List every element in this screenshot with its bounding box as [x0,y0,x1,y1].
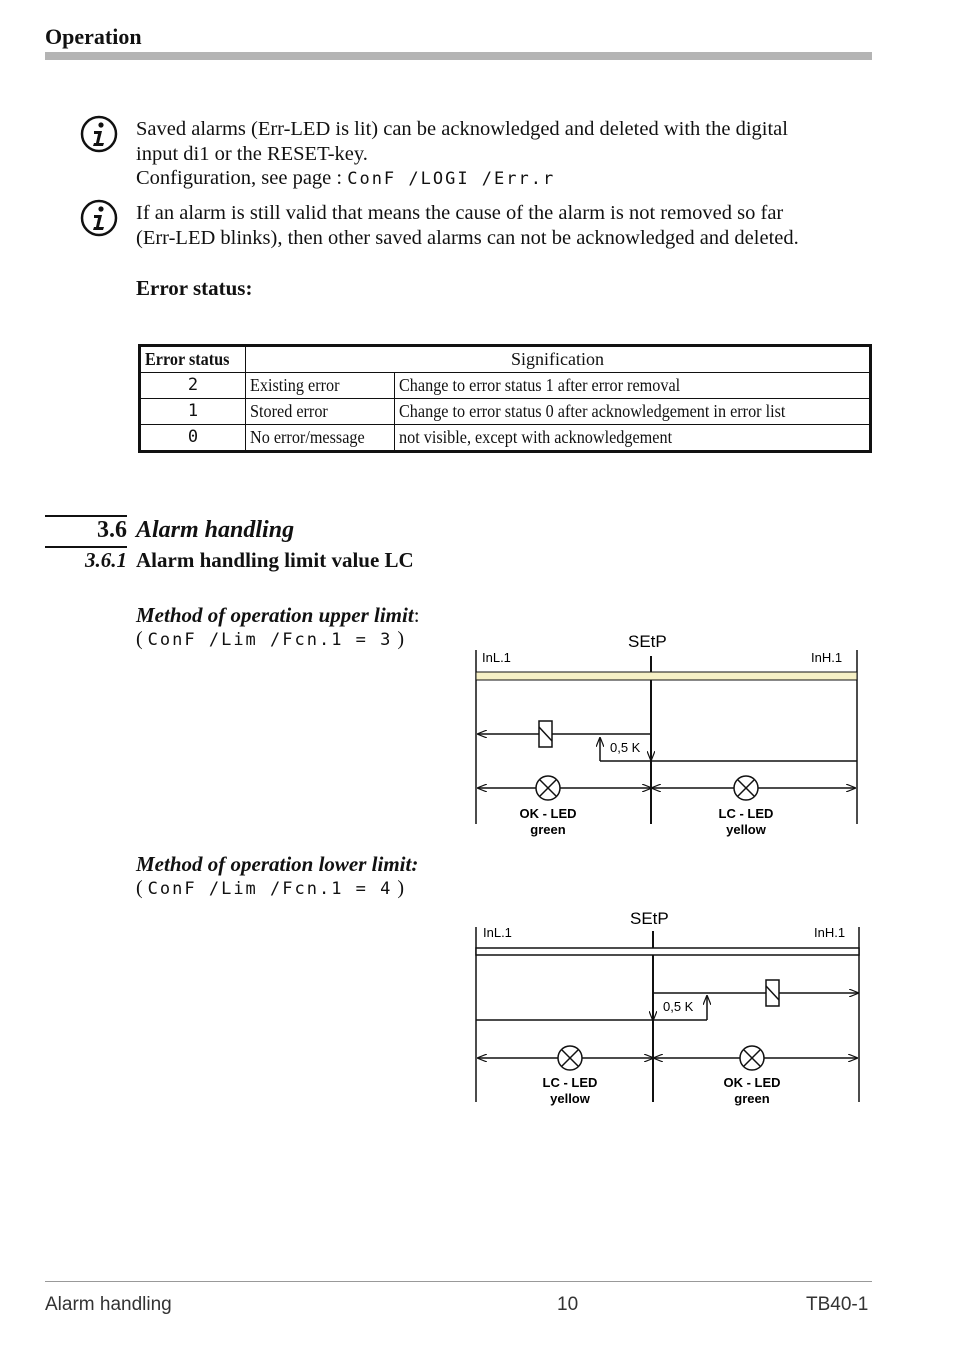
column-header-signification: Signification [246,346,871,373]
led-right-color: yellow [726,822,766,837]
section-title: Alarm handling [136,517,295,543]
info-icon [80,115,118,153]
error-code: 1 [140,399,246,425]
led-left-label: LC - LED [542,1075,598,1090]
lower-limit-title: Method of operation lower limit: [136,852,419,876]
lower-limit-config: ( ConF /Lim /Fcn.1 = 4 ) [136,877,405,899]
column-header-error-status: Error status [140,346,246,373]
upper-limit-diagram [470,628,865,843]
led-right-label: OK - LED [723,1075,781,1090]
range-band [476,948,859,955]
hysteresis-label: 0,5 K [610,740,641,755]
page-header-title: Operation [45,24,142,49]
info-note-2-line-1: If an alarm is still valid that means the cause of the alarm is not removed so far [136,202,784,224]
info-note-1-line-2: input di1 or the RESET-key. [136,142,368,165]
error-status-heading: Error status: [136,276,253,300]
upper-config-code: ConF /Lim /Fcn.1 = 3 [147,630,393,650]
diagram-label-setp: SEtP [628,632,667,651]
error-name: Stored error [246,399,395,425]
header-bar [45,52,872,60]
error-description: not visible, except with acknowledgement [395,425,871,452]
led-right-label: LC - LED [718,806,774,821]
document-code: TB40-1 [806,1294,869,1315]
table-row [140,425,871,452]
diagram-label-inl1: InL.1 [483,925,512,940]
hysteresis-label: 0,5 K [663,999,694,1014]
diagram-label-inh1: InH.1 [811,650,843,665]
range-band [476,672,857,680]
table-row [140,373,871,399]
led-left-color: green [530,822,566,837]
config-path-code: ConF /LOGI /Err.r [347,169,556,189]
table-header-row [140,346,871,373]
error-code: 0 [140,425,246,452]
error-name: No error/message [246,425,395,452]
error-name: Existing error [246,373,395,399]
lower-config-code: ConF /Lim /Fcn.1 = 4 [147,879,393,899]
info-note-2-line-2: (Err-LED blinks), then other saved alarms can not be acknowledged and deleted. [136,226,799,249]
error-description: Change to error status 1 after error removal [395,373,871,399]
error-status-table [138,344,872,453]
upper-limit-title: Method of operation upper limit: [136,603,420,627]
footer-rule [45,1281,872,1282]
subsection-title: Alarm handling limit value LC [136,548,414,572]
led-left-color: yellow [550,1091,590,1106]
info-icon [80,199,118,237]
info-note-1 [136,117,788,192]
error-code: 2 [140,373,246,399]
error-description: Change to error status 0 after acknowledgement in error list [395,399,871,425]
led-left-label: OK - LED [519,806,577,821]
page-number: 10 [557,1294,579,1315]
diagram-label-inl1: InL.1 [482,650,511,665]
table-row [140,399,871,425]
lower-limit-diagram [470,905,865,1115]
config-see-page: Configuration, see page : [136,167,348,189]
upper-limit-config: ( ConF /Lim /Fcn.1 = 3 ) [136,628,405,650]
info-note-1-line-3 [136,166,788,192]
diagram-label-inh1: InH.1 [814,925,846,940]
led-right-color: green [734,1091,770,1106]
subsection-number: 3.6.1 [85,548,127,572]
info-note-2 [136,201,799,250]
info-note-1-line-1: Saved alarms (Err-LED is lit) can be acknowledged and deleted with the digital [136,118,788,140]
section-number: 3.6 [97,517,127,543]
footer-section-name: Alarm handling [45,1294,172,1315]
diagram-label-setp: SEtP [630,909,669,928]
